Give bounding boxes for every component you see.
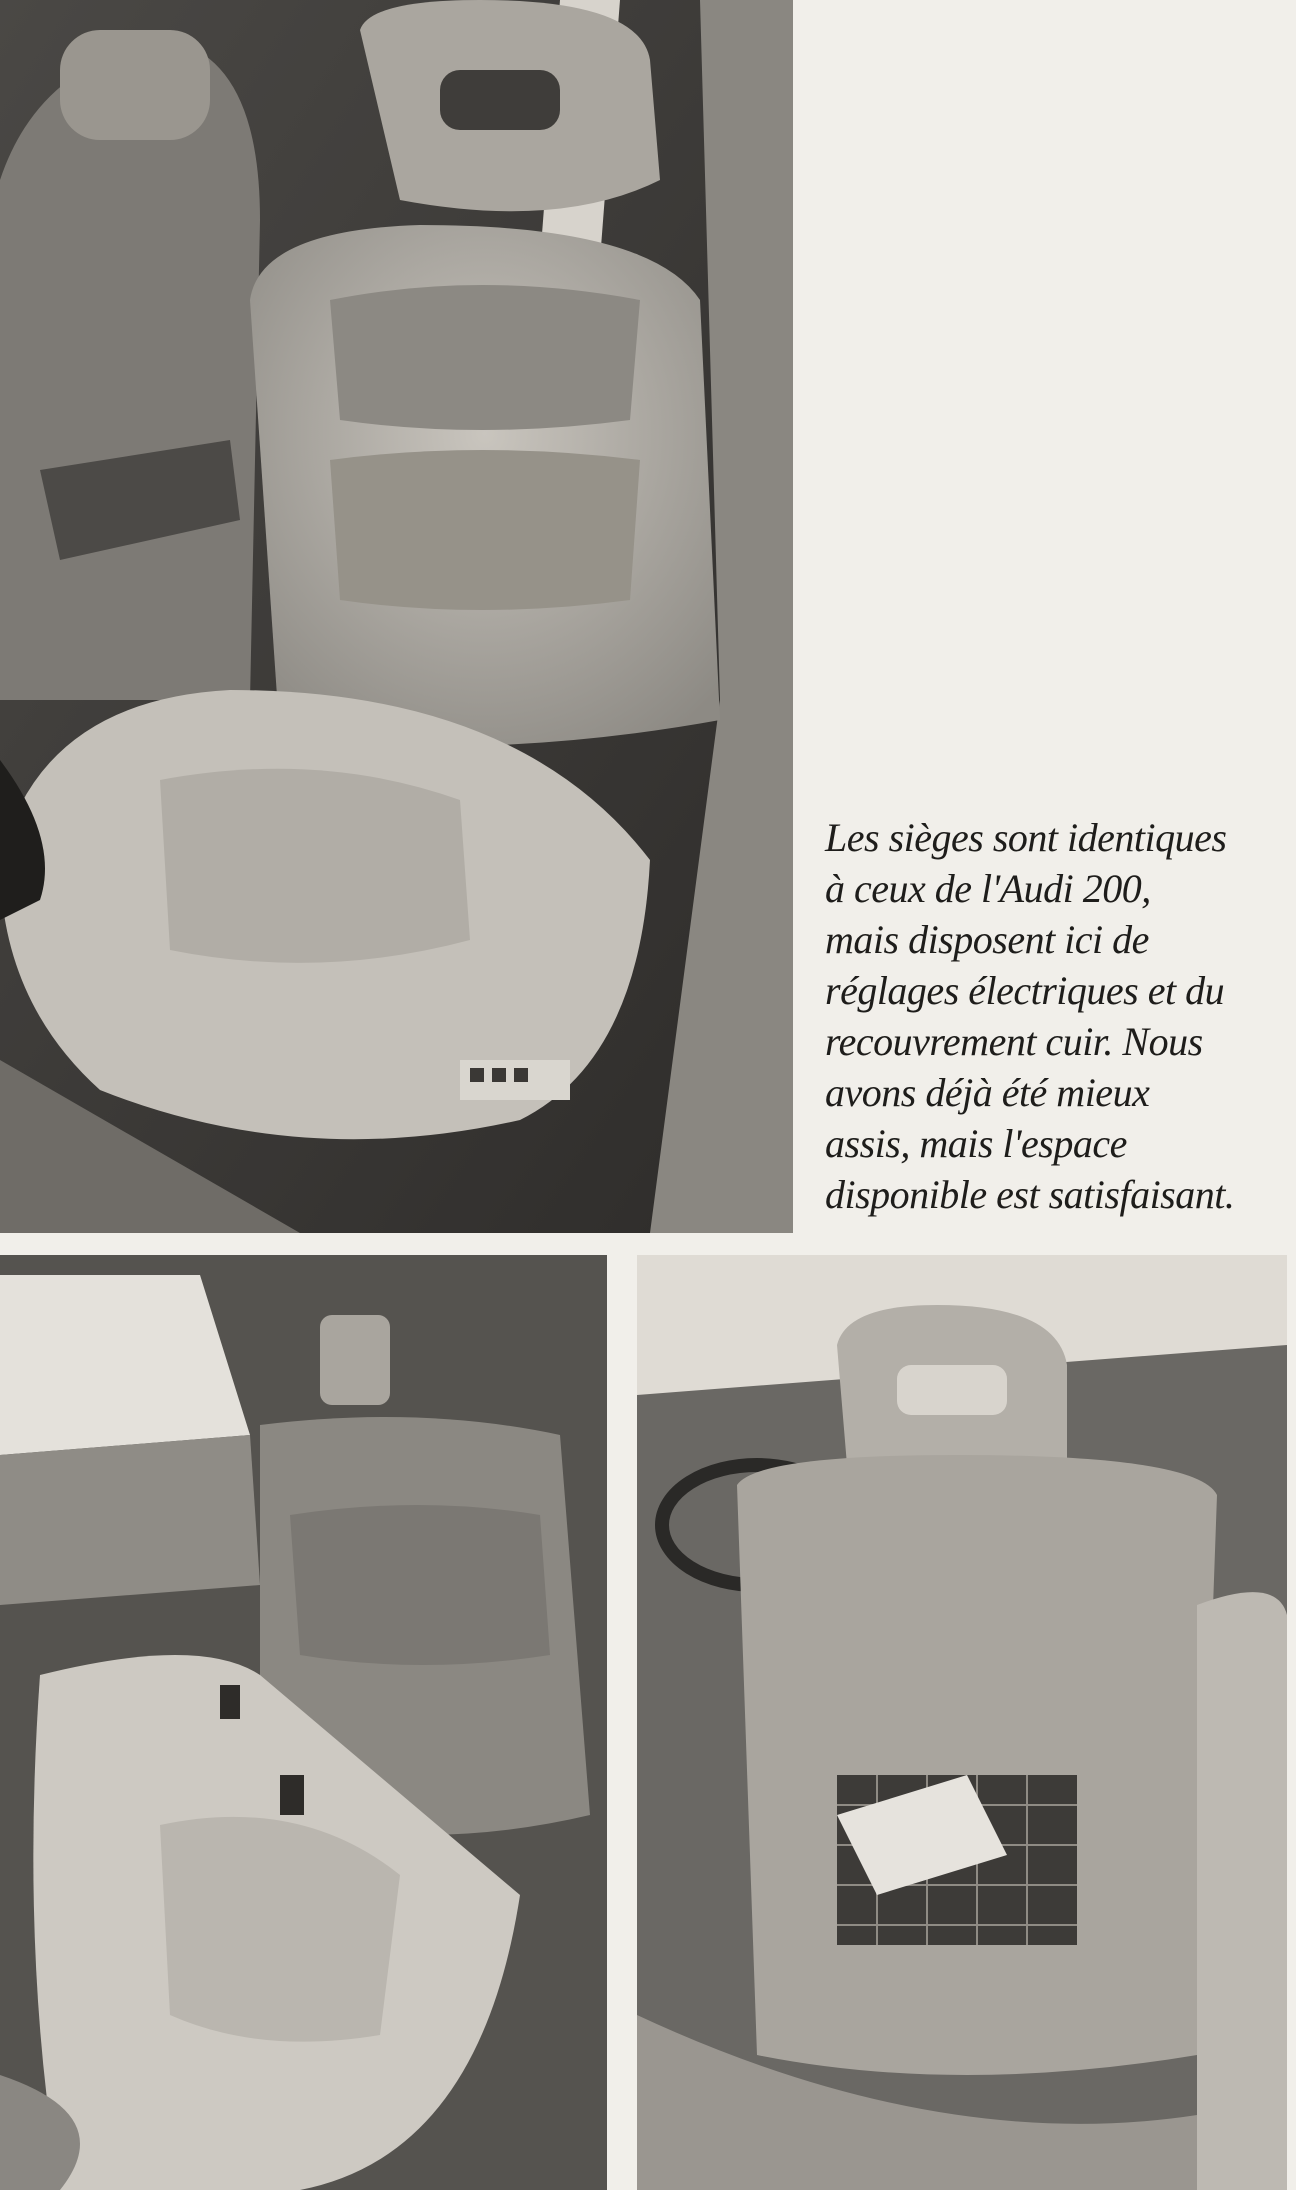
caption-line: avons déjà été mieux: [825, 1070, 1150, 1115]
caption-line: réglages électriques et du: [825, 968, 1225, 1013]
rear-bench-photo: [0, 1255, 607, 2190]
seatback-net-illustration: [637, 1255, 1287, 2190]
caption-line: assis, mais l'espace: [825, 1121, 1127, 1166]
rear-bench-illustration: [0, 1255, 607, 2190]
caption-line: recouvrement cuir. Nous: [825, 1019, 1203, 1064]
caption-line: disponible est satisfaisant.: [825, 1172, 1235, 1217]
caption-line: à ceux de l'Audi 200,: [825, 866, 1151, 911]
caption-line: Les sièges sont identiques: [825, 815, 1227, 860]
seatback-net-photo: [637, 1255, 1287, 2190]
caption-line: mais disposent ici de: [825, 917, 1149, 962]
front-seats-photo: [0, 0, 793, 1233]
front-seats-illustration: [0, 0, 793, 1233]
photo-caption: [825, 812, 1285, 1220]
